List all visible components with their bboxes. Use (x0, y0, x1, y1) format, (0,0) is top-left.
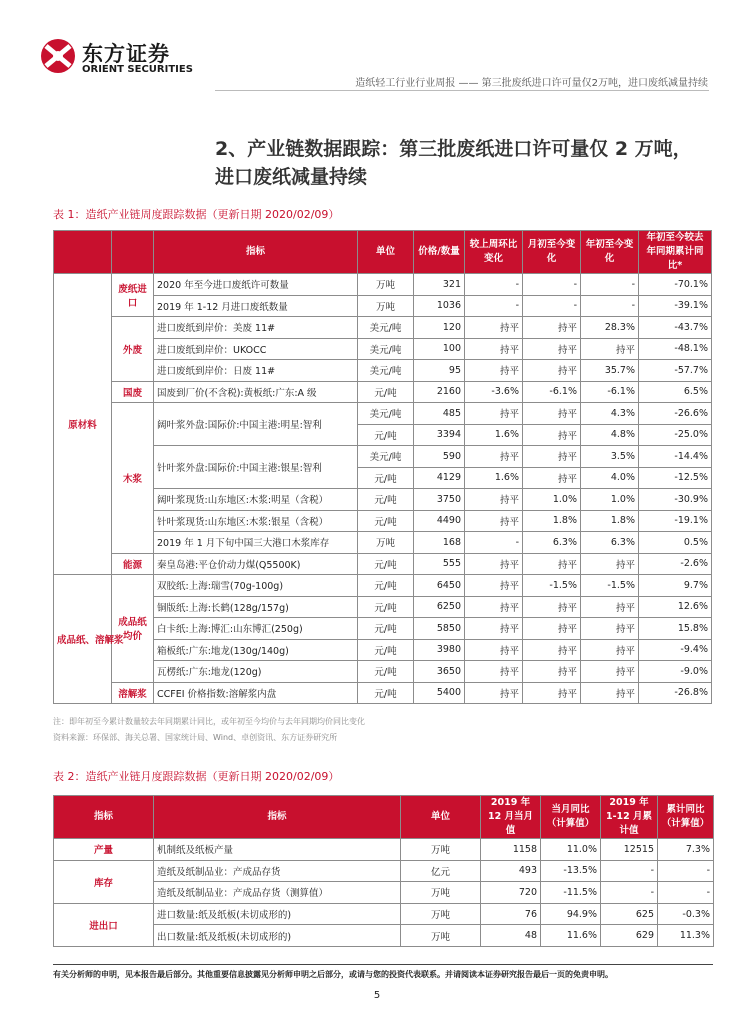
value-cell: 625 (601, 903, 658, 925)
value-cell: 美元/吨 (358, 317, 414, 339)
value-cell: 持平 (523, 596, 581, 618)
value-cell: -2.6% (639, 553, 712, 575)
value-cell: - (601, 882, 658, 904)
value-cell: -1.5% (523, 575, 581, 597)
value-cell: 4.3% (581, 403, 639, 425)
value-cell: 持平 (465, 553, 523, 575)
value-cell: 3980 (414, 639, 465, 661)
value-cell: -39.1% (639, 295, 712, 317)
indicator-cell: 2019 年 1 月下旬中国三大港口木浆库存 (154, 532, 358, 554)
value-cell: 3394 (414, 424, 465, 446)
value-cell: 4.8% (581, 424, 639, 446)
indicator-cell: 瓦楞纸:广东:地龙(120g) (154, 661, 358, 683)
category-cell: 库存 (54, 860, 154, 903)
value-cell: -11.5% (541, 882, 601, 904)
table-row (54, 317, 712, 339)
value-cell: 4490 (414, 510, 465, 532)
category-cell: 成品纸、溶解浆 (54, 575, 112, 704)
value-cell: 1.8% (523, 510, 581, 532)
indicator-cell: 进口废纸到岸价：美废 11# (154, 317, 358, 339)
indicator-cell: 造纸及纸制品业：产成品存货 (154, 860, 401, 882)
value-cell: 6.3% (581, 532, 639, 554)
indicator-cell: 2020 年至今进口废纸许可数量 (154, 274, 358, 296)
value-cell: 元/吨 (358, 467, 414, 489)
value-cell: 万吨 (401, 903, 481, 925)
value-cell: 590 (414, 446, 465, 468)
value-cell: 7.3% (658, 839, 714, 861)
value-cell: 1158 (481, 839, 541, 861)
value-cell: 1036 (414, 295, 465, 317)
weekly-table (53, 230, 712, 704)
value-cell: 元/吨 (358, 553, 414, 575)
value-cell: -9.0% (639, 661, 712, 683)
t2-h-indicator: 指标 (154, 796, 401, 839)
value-cell: 元/吨 (358, 381, 414, 403)
table-row (54, 381, 712, 403)
value-cell: -48.1% (639, 338, 712, 360)
running-header: 造纸轻工行业行业周报 —— 第三批废纸进口许可量仅2万吨，进口废纸减量持续 (355, 78, 708, 89)
value-cell: 493 (481, 860, 541, 882)
value-cell: -14.4% (639, 446, 712, 468)
indicator-cell: 箱板纸:广东:地龙(130g/140g) (154, 639, 358, 661)
table-row (54, 839, 714, 861)
value-cell: 3.5% (581, 446, 639, 468)
category-cell: 原材料 (54, 274, 112, 575)
value-cell: 12.6% (639, 596, 712, 618)
value-cell: 1.8% (581, 510, 639, 532)
value-cell: 元/吨 (358, 424, 414, 446)
value-cell: 168 (414, 532, 465, 554)
value-cell: - (601, 860, 658, 882)
value-cell: 持平 (523, 682, 581, 704)
indicator-cell: CCFEI 价格指数:溶解浆内盘 (154, 682, 358, 704)
value-cell: 万吨 (401, 925, 481, 947)
subcategory-cell: 木浆 (112, 403, 154, 554)
indicator-cell: 进口废纸到岸价：日废 11# (154, 360, 358, 382)
value-cell: 11.0% (541, 839, 601, 861)
value-cell: 万吨 (358, 532, 414, 554)
value-cell: 485 (414, 403, 465, 425)
value-cell: 12515 (601, 839, 658, 861)
indicator-cell: 造纸及纸制品业：产成品存货（测算值） (154, 882, 401, 904)
value-cell: 6450 (414, 575, 465, 597)
table-row (54, 903, 714, 925)
value-cell: 6250 (414, 596, 465, 618)
section-title: 2、产业链数据跟踪：第三批废纸进口许可量仅 2 万吨，进口废纸减量持续 (215, 138, 692, 188)
subcategory-cell: 成品纸均价 (112, 575, 154, 683)
value-cell: - (465, 295, 523, 317)
value-cell: 4.0% (581, 467, 639, 489)
value-cell: 持平 (523, 661, 581, 683)
indicator-cell: 阔叶浆现货:山东地区:木浆:明星（含税） (154, 489, 358, 511)
value-cell: 555 (414, 553, 465, 575)
value-cell: 48 (481, 925, 541, 947)
value-cell: -0.3% (658, 903, 714, 925)
t2-h-month: 2019 年 12 月当月值 (481, 796, 541, 839)
indicator-cell: 白卡纸:上海:博汇:山东博汇(250g) (154, 618, 358, 640)
value-cell: 持平 (581, 639, 639, 661)
value-cell: 6.3% (523, 532, 581, 554)
value-cell: 5850 (414, 618, 465, 640)
table2-caption: 表 2：造纸产业链月度跟踪数据（更新日期 2020/02/09） (53, 770, 340, 783)
indicator-cell: 进口数量:纸及纸板(未切成形的) (154, 903, 401, 925)
value-cell: -6.1% (523, 381, 581, 403)
t1-h-yoy: 年初至今较去年同期累计同比* (639, 231, 712, 274)
value-cell: -9.4% (639, 639, 712, 661)
value-cell: -25.0% (639, 424, 712, 446)
subcategory-cell: 外废 (112, 317, 154, 382)
value-cell: 持平 (523, 424, 581, 446)
subcategory-cell: 溶解浆 (112, 682, 154, 704)
value-cell: 持平 (465, 317, 523, 339)
value-cell: 11.6% (541, 925, 601, 947)
value-cell: 持平 (465, 618, 523, 640)
value-cell: 美元/吨 (358, 403, 414, 425)
value-cell: 3650 (414, 661, 465, 683)
indicator-cell: 双胶纸:上海:瑞雪(70g-100g) (154, 575, 358, 597)
t2-h-cum: 2019 年 1-12 月累计值 (601, 796, 658, 839)
value-cell: - (523, 295, 581, 317)
value-cell: 35.7% (581, 360, 639, 382)
value-cell: - (658, 860, 714, 882)
value-cell: 持平 (581, 661, 639, 683)
value-cell: -70.1% (639, 274, 712, 296)
value-cell: 持平 (581, 596, 639, 618)
value-cell: 万吨 (401, 839, 481, 861)
value-cell: 持平 (465, 639, 523, 661)
value-cell: 元/吨 (358, 489, 414, 511)
value-cell: 持平 (465, 446, 523, 468)
value-cell: 元/吨 (358, 618, 414, 640)
value-cell: - (523, 274, 581, 296)
value-cell: 100 (414, 338, 465, 360)
value-cell: 4129 (414, 467, 465, 489)
value-cell: 95 (414, 360, 465, 382)
category-cell: 产量 (54, 839, 154, 861)
value-cell: 持平 (465, 596, 523, 618)
value-cell: 持平 (581, 338, 639, 360)
value-cell: -6.1% (581, 381, 639, 403)
value-cell: 元/吨 (358, 639, 414, 661)
value-cell: - (581, 274, 639, 296)
value-cell: 9.7% (639, 575, 712, 597)
table-row (54, 575, 712, 597)
table-row (54, 553, 712, 575)
value-cell: 持平 (465, 403, 523, 425)
value-cell: - (658, 882, 714, 904)
value-cell: 持平 (581, 553, 639, 575)
monthly-table (53, 795, 714, 947)
table-row (54, 682, 712, 704)
indicator-cell: 出口数量:纸及纸板(未切成形的) (154, 925, 401, 947)
t2-body (54, 839, 714, 947)
value-cell: - (465, 274, 523, 296)
value-cell: 持平 (523, 338, 581, 360)
logo-icon (40, 34, 76, 78)
t2-h-unit: 单位 (401, 796, 481, 839)
subcategory-cell: 国废 (112, 381, 154, 403)
value-cell: - (581, 295, 639, 317)
t2-h-month-yoy: 当月同比（计算值） (541, 796, 601, 839)
value-cell: 持平 (523, 553, 581, 575)
table1-caption: 表 1：造纸产业链周度跟踪数据（更新日期 2020/02/09） (53, 208, 340, 221)
value-cell: 持平 (465, 682, 523, 704)
value-cell: 元/吨 (358, 510, 414, 532)
logo-cn: 东方证券 (82, 42, 170, 66)
t1-h-wow: 较上周环比变化 (465, 231, 523, 274)
value-cell: 元/吨 (358, 661, 414, 683)
value-cell: 持平 (523, 618, 581, 640)
table1-source: 资料来源：环保部、海关总署、国家统计局、Wind、卓创资讯、东方证券研究所 (53, 733, 338, 742)
logo (40, 34, 220, 84)
value-cell: -3.6% (465, 381, 523, 403)
table-row (54, 274, 712, 296)
value-cell: 94.9% (541, 903, 601, 925)
indicator-cell: 阔叶浆外盘:国际价:中国主港:明星:智利 (154, 403, 358, 446)
value-cell: -1.5% (581, 575, 639, 597)
category-cell: 进出口 (54, 903, 154, 946)
indicator-cell: 2019 年 1-12 月进口废纸数量 (154, 295, 358, 317)
t1-body (54, 274, 712, 704)
value-cell: -43.7% (639, 317, 712, 339)
value-cell: 1.0% (581, 489, 639, 511)
indicator-cell: 铜版纸:上海:长鹤(128g/157g) (154, 596, 358, 618)
value-cell: 3750 (414, 489, 465, 511)
value-cell: 持平 (465, 510, 523, 532)
indicator-cell: 国废到厂价(不含税):黄板纸:广东:A 级 (154, 381, 358, 403)
value-cell: -30.9% (639, 489, 712, 511)
value-cell: 持平 (523, 360, 581, 382)
indicator-cell: 机制纸及纸板产量 (154, 839, 401, 861)
indicator-cell: 进口废纸到岸价：UKOCC (154, 338, 358, 360)
value-cell: 美元/吨 (358, 360, 414, 382)
value-cell: 美元/吨 (358, 446, 414, 468)
value-cell: 28.3% (581, 317, 639, 339)
value-cell: 亿元 (401, 860, 481, 882)
t1-h-ytd: 年初至今变化 (581, 231, 639, 274)
value-cell: 持平 (581, 618, 639, 640)
value-cell: 持平 (465, 661, 523, 683)
value-cell: 万吨 (358, 295, 414, 317)
value-cell: 15.8% (639, 618, 712, 640)
value-cell: 元/吨 (358, 575, 414, 597)
header-divider (215, 90, 709, 91)
value-cell: 持平 (465, 489, 523, 511)
table-row (54, 403, 712, 425)
value-cell: 5400 (414, 682, 465, 704)
value-cell: 持平 (523, 467, 581, 489)
value-cell: -19.1% (639, 510, 712, 532)
indicator-cell: 针叶浆现货:山东地区:木浆:银星（含税） (154, 510, 358, 532)
value-cell: 持平 (523, 639, 581, 661)
value-cell: -12.5% (639, 467, 712, 489)
disclaimer-footer: 有关分析师的申明，见本报告最后部分。其他重要信息披露见分析师申明之后部分，或请与您的投资代表联系。并请阅读本证券研究报告最后一页的免责申明。 (53, 964, 713, 980)
t2-h-cum-yoy: 累计同比（计算值） (658, 796, 714, 839)
value-cell: 持平 (523, 317, 581, 339)
value-cell: 元/吨 (358, 596, 414, 618)
value-cell: 1.0% (523, 489, 581, 511)
table1-note: 注：即年初至今累计数量较去年同期累计同比，或年初至今均价与去年同期均价同比变化 (53, 717, 365, 726)
value-cell: 万吨 (401, 882, 481, 904)
value-cell: 持平 (465, 360, 523, 382)
value-cell: 美元/吨 (358, 338, 414, 360)
value-cell: 321 (414, 274, 465, 296)
table-row (54, 860, 714, 882)
value-cell: -13.5% (541, 860, 601, 882)
value-cell: - (465, 532, 523, 554)
value-cell: 76 (481, 903, 541, 925)
t1-h-unit: 单位 (358, 231, 414, 274)
value-cell: 持平 (523, 403, 581, 425)
value-cell: 629 (601, 925, 658, 947)
page-number: 5 (373, 990, 381, 1001)
indicator-cell: 秦皇岛港:平仓价动力煤(Q5500K) (154, 553, 358, 575)
value-cell: 11.3% (658, 925, 714, 947)
value-cell: 720 (481, 882, 541, 904)
t1-h-price: 价格/数量 (414, 231, 465, 274)
value-cell: 6.5% (639, 381, 712, 403)
subcategory-cell: 能源 (112, 553, 154, 575)
value-cell: 持平 (523, 446, 581, 468)
value-cell: 1.6% (465, 424, 523, 446)
value-cell: 持平 (465, 338, 523, 360)
value-cell: 持平 (581, 682, 639, 704)
indicator-cell: 针叶浆外盘:国际价:中国主港:银星:智利 (154, 446, 358, 489)
subcategory-cell: 废纸进口 (112, 274, 154, 317)
value-cell: -57.7% (639, 360, 712, 382)
value-cell: 持平 (465, 575, 523, 597)
t1-h-indicator: 指标 (154, 231, 358, 274)
value-cell: 2160 (414, 381, 465, 403)
value-cell: -26.6% (639, 403, 712, 425)
value-cell: 元/吨 (358, 682, 414, 704)
value-cell: 1.6% (465, 467, 523, 489)
t2-h-cat: 指标 (54, 796, 154, 839)
logo-en: ORIENT SECURITIES (82, 64, 193, 75)
value-cell: 120 (414, 317, 465, 339)
value-cell: 万吨 (358, 274, 414, 296)
t1-h-mtd: 月初至今变化 (523, 231, 581, 274)
value-cell: -26.8% (639, 682, 712, 704)
value-cell: 0.5% (639, 532, 712, 554)
